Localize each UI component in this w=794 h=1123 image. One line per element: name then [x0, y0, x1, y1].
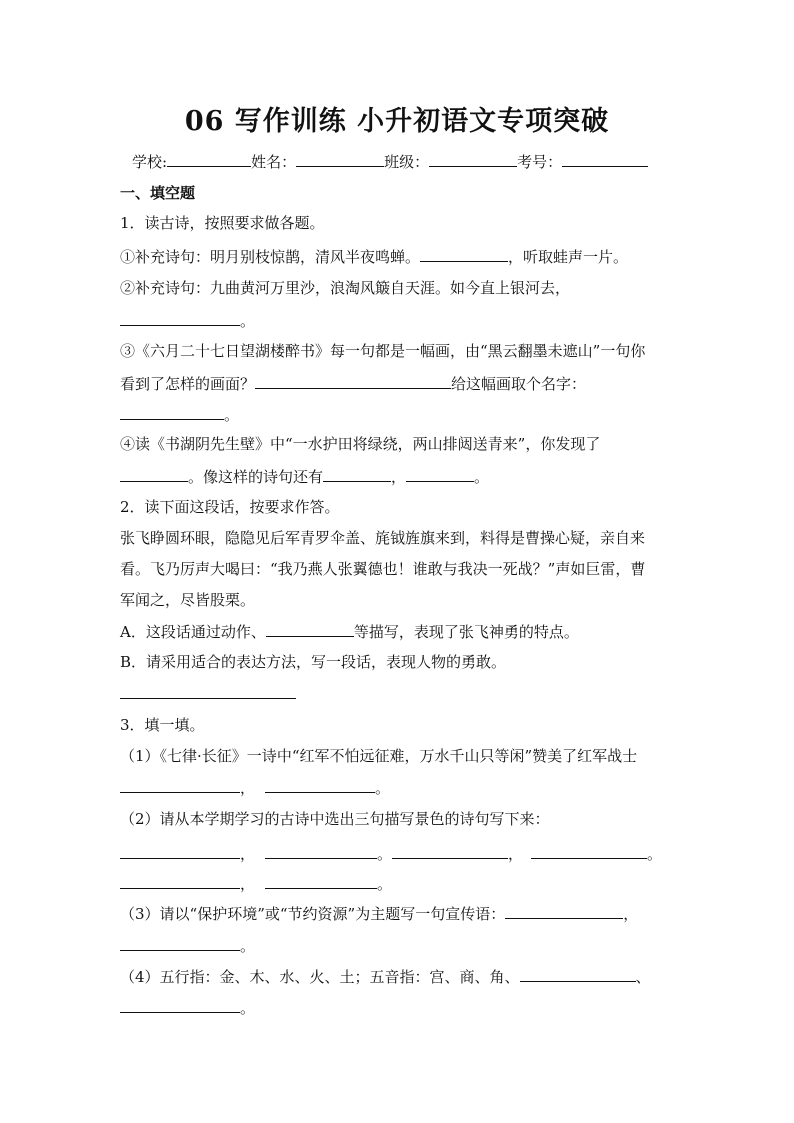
q2-part-a-blank[interactable] [266, 621, 354, 637]
q1-sub3-tail: 。 [224, 406, 240, 424]
q1-sub1-blank[interactable] [420, 246, 508, 262]
q1-sub3: ③《六月二十七日望湖楼醉书》每一句都是一幅画，由“黑云翻墨未遮山”一句你 [120, 342, 646, 360]
q3-part2-blank5[interactable] [120, 873, 240, 889]
q1-sub4: ④读《书湖阴先生壁》中“一水护田将绿绕，两山排闼送青来”，你发现了 [120, 435, 601, 453]
q3-part3 [120, 903, 680, 924]
q3-part2-blank4[interactable] [531, 843, 647, 859]
q3-part1: （1）《七律·长征》一诗中“红军不怕远征难，万水千山只等闲”赞美了红军战士 [120, 747, 638, 765]
q3-part1-answer [120, 777, 680, 798]
q3-part3-text: （3）请以“保护环境”或“节约资源”为主题写一句宣传语： [120, 905, 506, 923]
q3-part4-blank1[interactable] [520, 966, 636, 982]
q3-part4 [120, 966, 680, 987]
q3-part2-answer-row2 [120, 873, 680, 894]
q1-sub2-blank[interactable] [120, 310, 240, 326]
page-title: 06 写作训练 小升初语文专项突破 [184, 106, 610, 137]
q3-part3-blank1[interactable] [505, 903, 623, 919]
q1-sub1-tail: ，听取蛙声一片。 [508, 248, 629, 266]
q1-sub3-answer [120, 404, 680, 425]
q3-part3-period: 。 [240, 937, 256, 955]
q1-stem: 1．读古诗，按照要求做各题。 [120, 214, 325, 232]
q1-sub4-blank2[interactable] [323, 466, 391, 482]
q1-sub3-naming: 给这幅画取个名字： [451, 375, 587, 393]
q1-sub3-blank1[interactable] [255, 373, 451, 389]
q1-sub2: ②补充诗句：九曲黄河万里沙，浪淘风簸自天涯。如今直上银河去， [120, 279, 571, 297]
school-blank[interactable] [167, 151, 251, 167]
q1-sub3-line2 [120, 373, 680, 394]
q2-part-a-text: A．这段话通过动作、 [120, 623, 266, 641]
q2-part-b: B．请采用适合的表达方法，写一段话，表现人物的勇敢。 [120, 653, 507, 671]
q2-part-a [120, 621, 680, 642]
q3-part3-blank2[interactable] [120, 935, 240, 951]
q3-part3-answer [120, 935, 680, 956]
q3-part4-period: 。 [240, 999, 256, 1017]
q3-part1-blank2[interactable] [265, 777, 375, 793]
q3-part2-blank2[interactable] [265, 843, 377, 859]
q3-part2-comma3: ， [240, 875, 256, 893]
q3-part2: （2）请从本学期学习的古诗中选出三句描写景色的诗句写下来： [120, 810, 550, 828]
q3-part1-period: 。 [375, 779, 391, 797]
q2-passage-line2: 看。飞乃厉声大喝曰：“我乃燕人张翼德也！谁敢与我决一死战？”声如巨雷，曹 [120, 560, 646, 578]
school-label: 学校: [132, 153, 168, 171]
q3-part3-comma: ， [623, 905, 639, 923]
q1-sub2-tail: 。 [240, 312, 256, 330]
q3-part2-blank3[interactable] [392, 843, 508, 859]
q3-part2-comma2: ， [508, 845, 524, 863]
name-blank[interactable] [296, 151, 384, 167]
q1-sub4-text: 。像这样的诗句还有 [188, 468, 324, 486]
q1-sub4-line2 [120, 466, 680, 487]
q3-part4-text: （4）五行指：金、木、水、火、土；五音指：宫、商、角、 [120, 968, 520, 986]
q3-part2-answer-row1 [120, 843, 680, 864]
q1-sub2-answer [120, 310, 680, 331]
q3-part4-blank2[interactable] [120, 997, 240, 1013]
q1-sub3-question: 看到了怎样的画面？ [120, 375, 256, 393]
exam-no-label: 考号： [517, 153, 563, 171]
q3-part2-period3: 。 [377, 875, 393, 893]
q3-part4-answer [120, 997, 680, 1018]
q1-sub4-comma: ， [391, 468, 407, 486]
section-heading: 一、填空题 [120, 184, 196, 202]
student-info-row [132, 151, 672, 172]
q3-part2-blank1[interactable] [120, 843, 240, 859]
name-label: 姓名： [251, 153, 297, 171]
q2-passage-line1: 张飞睁圆环眼，隐隐见后军青罗伞盖、旄钺旌旗来到，料得是曹操心疑，亲自来 [120, 529, 646, 547]
q3-part2-blank6[interactable] [265, 873, 377, 889]
class-blank[interactable] [429, 151, 517, 167]
q2-part-b-blank[interactable] [120, 683, 296, 699]
exam-no-blank[interactable] [562, 151, 648, 167]
q3-part1-comma: ， [240, 779, 256, 797]
q1-sub4-blank3[interactable] [406, 466, 474, 482]
q3-stem: 3．填一填。 [120, 716, 205, 734]
q3-part2-comma1: ， [240, 845, 256, 863]
q1-sub4-blank1[interactable] [120, 466, 188, 482]
q3-part2-period1: 。 [377, 845, 393, 863]
q2-part-b-answer [120, 683, 680, 704]
q1-sub4-tail: 。 [474, 468, 490, 486]
q3-part2-period2: 。 [647, 845, 663, 863]
q1-sub1-text: ①补充诗句：明月别枝惊鹊，清风半夜鸣蝉。 [120, 248, 421, 266]
q2-passage-line3: 军闻之，尽皆股栗。 [120, 591, 256, 609]
class-label: 班级： [384, 153, 430, 171]
q3-part1-blank1[interactable] [120, 777, 240, 793]
q1-sub1 [120, 246, 680, 267]
q1-sub3-blank2[interactable] [120, 404, 224, 420]
q2-part-a-tail: 等描写，表现了张飞神勇的特点。 [353, 623, 579, 641]
q3-part4-separator: 、 [635, 968, 651, 986]
q2-stem: 2．读下面这段话，按要求作答。 [120, 498, 340, 516]
